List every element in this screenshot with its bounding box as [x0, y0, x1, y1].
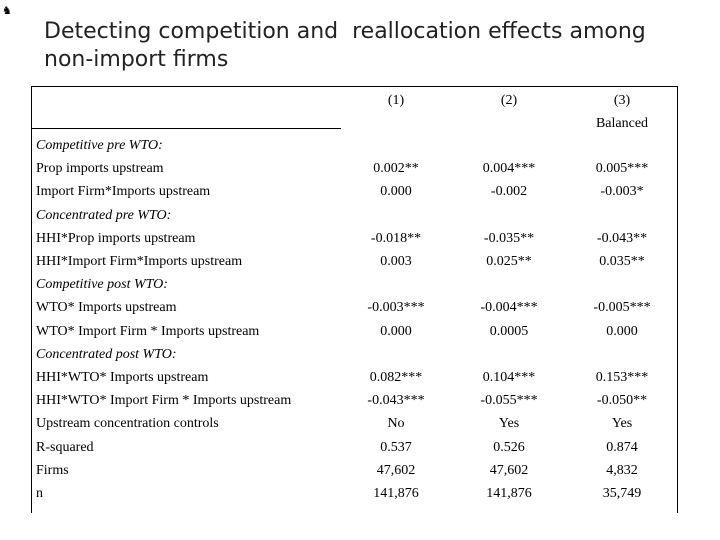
- cell-value: -0.043**: [596, 230, 648, 246]
- cell-value: Yes: [498, 416, 520, 432]
- section-label: Concentrated post WTO:: [36, 346, 177, 362]
- cell-value: -0.050**: [596, 393, 648, 409]
- cell-value: 0.0005: [489, 323, 529, 339]
- row-label: n: [36, 486, 43, 501]
- cell-value: No: [387, 416, 405, 432]
- section-header-row: [36, 343, 676, 366]
- cell-value: -0.018**: [370, 230, 422, 246]
- cell-value: 47,602: [376, 462, 416, 478]
- section-header-row: [36, 273, 676, 296]
- cell-value: 141,876: [486, 486, 532, 501]
- table-row: [36, 320, 676, 343]
- table-row: [36, 366, 676, 389]
- table-row: [36, 459, 676, 482]
- slide-title: Detecting competition and reallocation effects among non-import firms: [44, 19, 653, 72]
- row-label: HHI*WTO* Imports upstream: [36, 370, 209, 385]
- corner-logo-icon: ♞: [2, 4, 12, 17]
- cell-value: 0.153***: [595, 370, 649, 385]
- row-label: WTO* Import Firm * Imports upstream: [36, 323, 260, 339]
- row-label: HHI*Import Firm*Imports upstream: [36, 254, 243, 269]
- cell-value: 0.004***: [482, 161, 536, 177]
- table-row: [36, 296, 676, 319]
- cell-value: 0.000: [606, 323, 638, 339]
- cell-value: -0.055***: [480, 393, 538, 409]
- cell-value: -0.035**: [483, 230, 535, 246]
- cell-value: 0.035**: [599, 254, 645, 269]
- table-row: [36, 250, 676, 273]
- cell-value: 0.526: [493, 439, 525, 455]
- row-label: Upstream concentration controls: [36, 416, 219, 432]
- section-header-row: [36, 134, 676, 157]
- row-label: R-squared: [36, 439, 94, 455]
- section-label: Concentrated pre WTO:: [36, 207, 172, 223]
- cell-value: 0.082***: [369, 370, 423, 385]
- table-row: [36, 436, 676, 459]
- column-number: (3): [613, 93, 631, 108]
- row-label: HHI*Prop imports upstream: [36, 230, 196, 246]
- cell-value: -0.002: [490, 184, 528, 200]
- cell-value: Yes: [611, 416, 633, 432]
- cell-value: -0.003*: [600, 184, 644, 200]
- table-row: [36, 180, 676, 203]
- cell-value: 35,749: [602, 486, 642, 501]
- column-number: (2): [500, 93, 518, 108]
- cell-value: 0.104***: [482, 370, 536, 385]
- section-label: Competitive post WTO:: [36, 277, 168, 293]
- table-row: [36, 227, 676, 250]
- cell-value: 4,832: [606, 462, 638, 478]
- column-header-2: [454, 89, 564, 112]
- cell-value: 0.003: [380, 254, 412, 269]
- table-row: [36, 389, 676, 412]
- cell-value: 0.000: [380, 184, 412, 200]
- cell-value: 141,876: [373, 486, 419, 501]
- cell-value: 0.025**: [486, 254, 532, 269]
- row-label: Firms: [36, 462, 69, 478]
- row-label: HHI*WTO* Import Firm * Imports upstream: [36, 393, 292, 409]
- cell-value: 0.000: [380, 323, 412, 339]
- column-header-3: [567, 89, 677, 135]
- cell-value: -0.003***: [367, 300, 425, 316]
- cell-value: 0.005***: [595, 161, 649, 177]
- column-number: (1): [387, 93, 405, 108]
- cell-value: -0.005***: [593, 300, 651, 316]
- cell-value: 47,602: [489, 462, 529, 478]
- table-row: [36, 482, 676, 505]
- row-label: Prop imports upstream: [36, 161, 164, 177]
- cell-value: -0.043***: [367, 393, 425, 409]
- cell-value: -0.004***: [480, 300, 538, 316]
- column-header-1: [341, 89, 451, 112]
- row-label: Import Firm*Imports upstream: [36, 184, 211, 200]
- column-subtitle: Balanced: [595, 116, 649, 131]
- cell-value: 0.002**: [373, 161, 419, 177]
- table-row: [36, 157, 676, 180]
- row-label: WTO* Imports upstream: [36, 300, 177, 316]
- cell-value: 0.874: [606, 439, 638, 455]
- table-row: [36, 412, 676, 435]
- cell-value: 0.537: [380, 439, 412, 455]
- section-header-row: [36, 204, 676, 227]
- section-label: Competitive pre WTO:: [36, 138, 163, 153]
- header-rule: [31, 128, 341, 129]
